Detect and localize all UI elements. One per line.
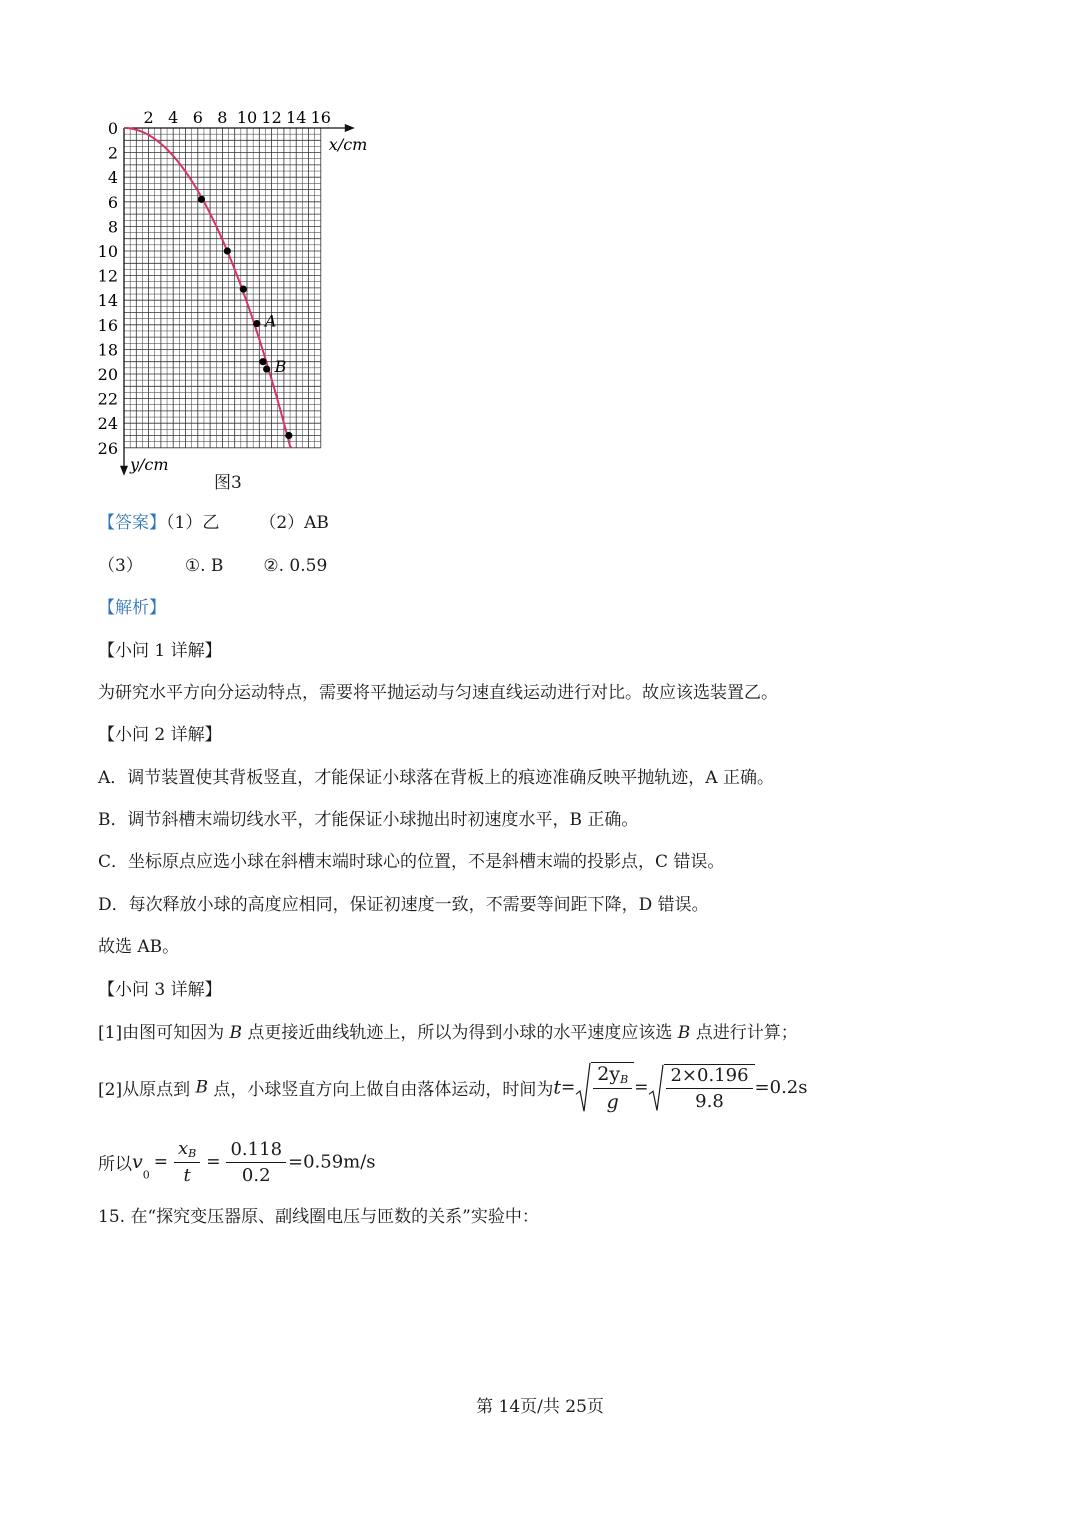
frac-v-2-den: 0.2	[241, 1164, 271, 1186]
q3-part1-pre: [1]由图可知因为	[98, 1023, 230, 1043]
point-label: B	[274, 357, 287, 377]
answer-part3-b: ②. 0.59	[263, 556, 328, 576]
y-tick-label: 4	[107, 168, 118, 188]
y-tick-label: 6	[107, 192, 118, 212]
formula-t-eq: =	[561, 1077, 576, 1098]
frac-v-1	[174, 1138, 200, 1186]
frac-v-1-sub: B	[188, 1147, 197, 1160]
y-tick-label: 8	[107, 217, 118, 237]
data-point	[285, 432, 292, 439]
y-tick-label: 16	[97, 315, 118, 335]
frac-v-2-num: 0.118	[226, 1139, 286, 1163]
q3-part1-post: 点进行计算；	[690, 1023, 798, 1043]
next-question: 15. 在“探究变压器原、副线圈电压与匝数的关系”实验中：	[98, 1207, 539, 1227]
x-tick-label: 16	[310, 108, 331, 127]
y-tick-label: 14	[97, 291, 118, 311]
data-point	[263, 365, 270, 372]
frac-v-2	[226, 1139, 286, 1186]
y-tick-label: 12	[97, 266, 118, 286]
frac-v-1-den: t	[183, 1165, 191, 1186]
q2-conclusion: 故选 AB。	[98, 937, 180, 957]
q3-heading: 【小问 3 详解】	[98, 980, 222, 1000]
radical-icon	[575, 1062, 591, 1113]
formula-v-var: v	[132, 1151, 143, 1173]
y-axis-arrow	[120, 466, 128, 476]
frac-t-2-den: 9.8	[695, 1090, 724, 1112]
y-tick-label: 22	[97, 389, 118, 409]
q1-heading: 【小问 1 详解】	[98, 641, 222, 661]
q1-text: 为研究水平方向分运动特点，需要将平抛运动与匀速直线运动进行对比。故应该选装置乙。	[98, 683, 778, 703]
x-axis-arrow	[345, 124, 355, 132]
answer-part1: （1）乙	[166, 513, 220, 533]
x-axis-label: x/cm	[328, 135, 368, 154]
q2-heading: 【小问 2 详解】	[98, 725, 222, 745]
data-point	[259, 358, 266, 365]
analysis-tag: 【解析】	[98, 598, 166, 618]
answer-line-3	[98, 551, 327, 576]
frac-t-1-num: 2y	[597, 1063, 621, 1085]
x-tick-label: 6	[192, 108, 203, 127]
y-tick-label: 20	[97, 365, 118, 384]
y-tick-label: 26	[97, 438, 118, 458]
y-tick-label: 18	[97, 340, 118, 360]
q2-option-a: A．调节装置使其背板竖直，才能保证小球落在背板上的痕迹准确反映平抛轨迹，A 正确。	[98, 768, 774, 788]
formula-v-result: =0.59m/s	[288, 1151, 376, 1173]
x-tick-label: 14	[286, 108, 307, 127]
formula-v-eq2: =	[206, 1152, 221, 1172]
data-point	[240, 286, 247, 293]
sqrt-1	[575, 1062, 634, 1113]
frac-t-1-den: g	[606, 1091, 619, 1113]
data-point	[253, 320, 260, 327]
y-axis-label: y/cm	[130, 454, 169, 474]
frac-v-1-num: x	[177, 1138, 189, 1159]
x-tick-label: 12	[261, 108, 282, 127]
figure-caption: 图3	[214, 473, 242, 493]
trajectory-figure	[96, 104, 386, 494]
q3-part2	[98, 1062, 807, 1113]
frac-t-1-sub: B	[620, 1073, 629, 1086]
data-point	[198, 196, 205, 203]
formula-t-var: t	[553, 1076, 562, 1099]
formula-t-eq2: =	[634, 1077, 649, 1098]
q3-part2-b: B	[195, 1077, 208, 1098]
frac-t-2-num: 2×0.196	[666, 1065, 752, 1089]
frac-t-2	[666, 1065, 752, 1112]
frac-t-1	[593, 1063, 632, 1113]
answer-part2: （2）AB	[259, 513, 329, 533]
answer-part3-a: ①. B	[184, 556, 224, 576]
answer-tag: 【答案】	[98, 513, 166, 533]
q3-part1-b: B	[229, 1023, 242, 1043]
q3-part1	[98, 1018, 798, 1043]
page-footer: 第 14页/共 25页	[476, 1397, 604, 1417]
y-tick-label: 2	[107, 143, 118, 163]
sqrt-2	[648, 1064, 754, 1112]
q3-part1-b2: B	[677, 1023, 691, 1043]
y-tick-label: 10	[97, 242, 118, 261]
q3-part1-mid: 点更接近曲线轨迹上，所以为得到小球的水平速度应该选	[241, 1023, 678, 1043]
x-tick-label: 8	[217, 108, 228, 127]
trajectory-chart	[96, 104, 386, 494]
q2-option-d: D．每次释放小球的高度应相同，保证初速度一致，不需要等间距下降，D 错误。	[98, 895, 709, 915]
q2-option-c: C．坐标原点应选小球在斜槽末端时球心的位置，不是斜槽末端的投影点，C 错误。	[98, 852, 725, 872]
q3-part2-pre: [2]从原点到	[98, 1080, 196, 1100]
q3-v0-line	[98, 1138, 376, 1186]
y-tick-label: 24	[97, 414, 118, 434]
x-tick-label: 10	[236, 108, 258, 127]
formula-t-result: =0.2s	[754, 1077, 808, 1098]
answer-line	[98, 508, 329, 533]
formula-v-eq: =	[153, 1152, 168, 1172]
data-point	[224, 247, 231, 254]
x-tick-label: 4	[168, 108, 179, 127]
point-label: A	[264, 311, 277, 331]
formula-v-prefix: 所以	[98, 1154, 132, 1175]
radical-icon	[648, 1064, 664, 1112]
answer-part3-num: （3）	[98, 556, 143, 576]
formula-v-sub: 0	[142, 1168, 150, 1182]
q2-option-b: B．调节斜槽末端切线水平，才能保证小球抛出时初速度水平，B 正确。	[98, 810, 639, 830]
y-tick-label: 0	[107, 119, 118, 138]
q3-part2-mid: 点，小球竖直方向上做自由落体运动，时间为	[207, 1080, 554, 1100]
x-tick-label: 2	[143, 108, 154, 127]
